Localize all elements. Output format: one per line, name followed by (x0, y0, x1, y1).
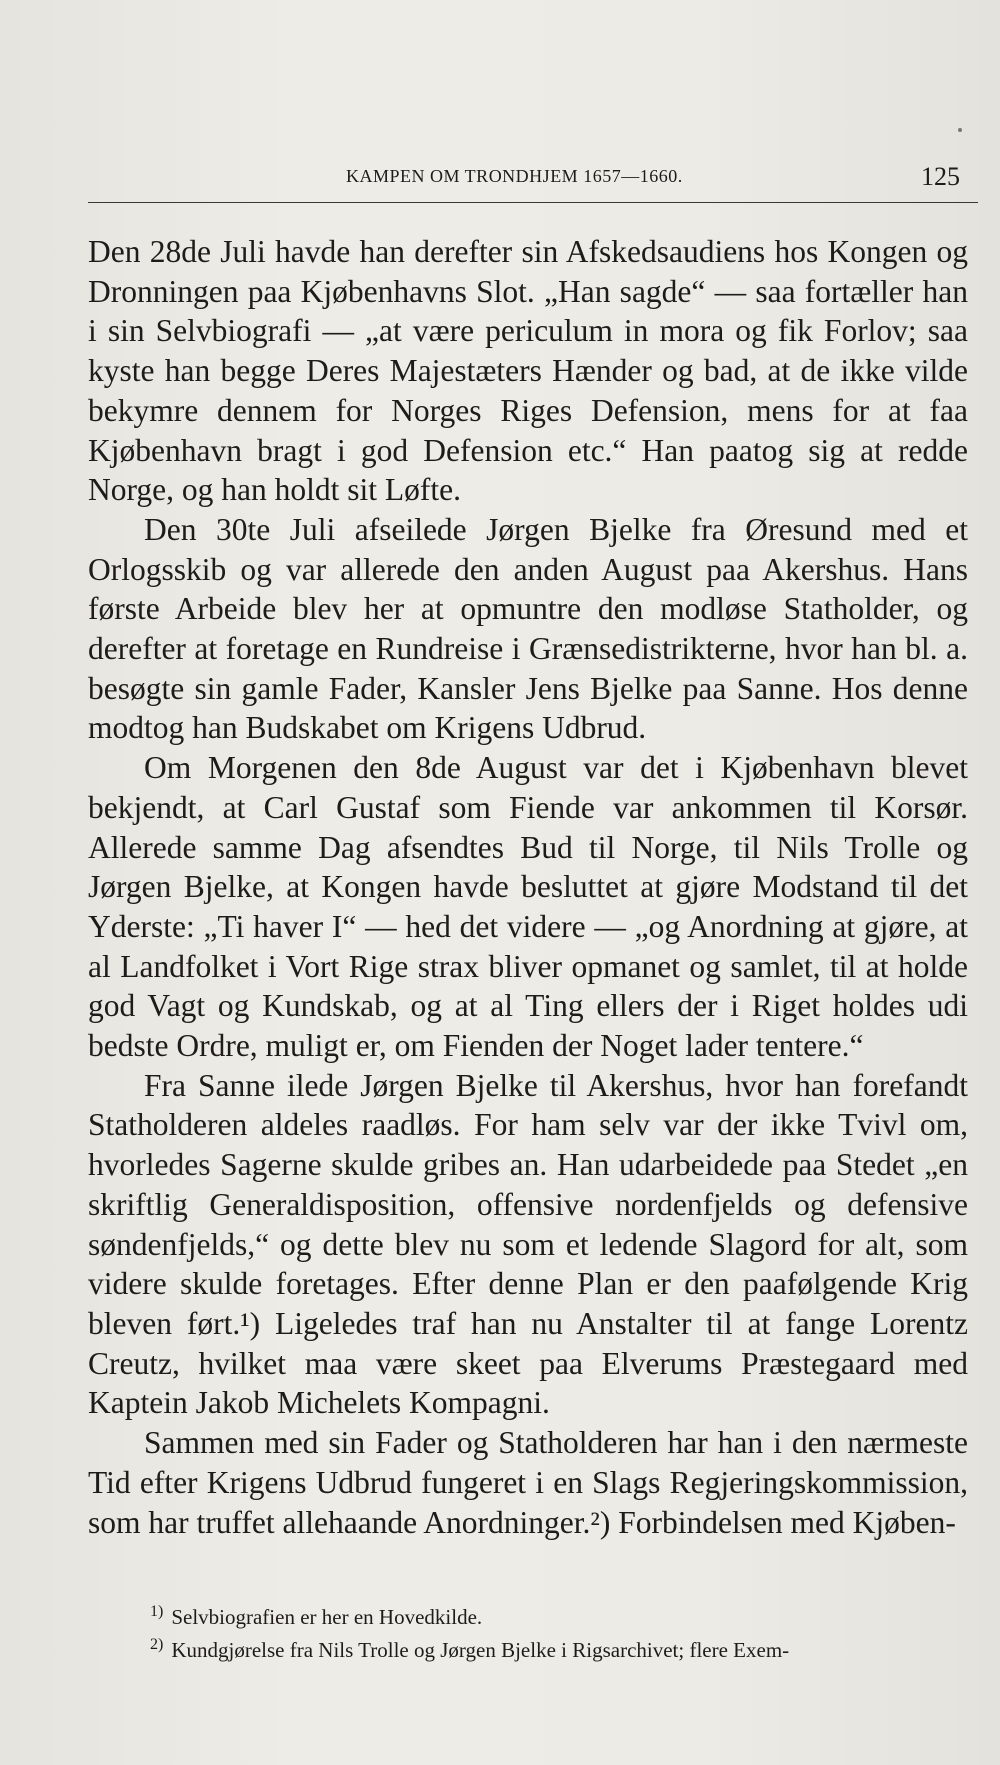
running-head: KAMPEN OM TRONDHJEM 1657—1660. (346, 166, 683, 186)
footnote-marker: 1) (150, 1603, 164, 1620)
paragraph: Sammen med sin Fader og Statholderen har han i den nærmeste Tid efter Krigens Udbrud fungeret i en Slags Regjeringskommission, som har truffet allehaande Anordninger.²) Forbindelsen med Kjøben- (88, 1425, 968, 1540)
paragraph: Den 30te Juli afseilede Jørgen Bjelke fra Øresund med et Orlogsskib og var allerede den anden August paa Akershus. Hans første Arbeide blev her at opmuntre den modløse Statholder, og derefter at foretage en Rundreise i Grænsedistrikterne, hvor han bl. a. besøgte sin gamle Fader, Kansler Jens Bjelke paa Sanne. Hos denne modtog han Budskabet om Krigens Udbrud. (88, 511, 968, 746)
paragraph: Den 28de Juli havde han derefter sin Afskedsaudiens hos Kongen og Dronningen paa Kjøbenhavns Slot. „Han sagde“ — saa fortæller han i sin Selvbiografi — „at være periculum in mora og fik Forlov; saa kyste han begge Deres Majestæters Hænder og bad, at de ikke vilde bekymre dennem for Norges Riges Defension, mens for at faa Kjøbenhavn bragt i god Defension etc.“ Han paatog sig at redde Norge, og han holdt sit Løfte. (88, 234, 968, 508)
footnote (150, 1598, 970, 1631)
footnotes (150, 1598, 970, 1664)
body-text (88, 232, 968, 1542)
footnote-text: Selvbiografien er her en Hovedkilde. (171, 1605, 483, 1629)
paragraph: Om Morgenen den 8de August var det i Kjøbenhavn blevet bekjendt, at Carl Gustaf som Fiende var ankommen til Korsør. Allerede samme Dag afsendtes Bud til Norge, til Nils Trolle og Jørgen Bjelke, at Kongen havde besluttet at gjøre Modstand til det Yderste: „Ti haver I“ — hed det videre — „og Anordning at gjøre, at al Landfolket i Vort Rige strax bliver opmanet og samlet, til at holde god Vagt og Kundskab, og at al Ting ellers der i Riget holdes udi bedste Ordre, muligt er, om Fienden der Noget lader tentere.“ (88, 750, 968, 1064)
page-header (88, 162, 978, 203)
footnote (150, 1631, 970, 1664)
footnote-marker: 2) (150, 1636, 164, 1653)
ink-speck (958, 128, 962, 132)
paragraph: Fra Sanne ilede Jørgen Bjelke til Akershus, hvor han forefandt Statholderen aldeles raadløs. For ham selv var der ikke Tvivl om, hvorledes Sagerne skulde gribes an. Han udarbeidede paa Stedet „en skriftlig Generaldisposition, offensive nordenfjelds og defensive søndenfjelds,“ og dette blev nu som et ledende Slagord for alt, som videre skulde foretages. Efter denne Plan er den paafølgende Krig bleven ført.¹) Ligeledes traf han nu Anstalter til at fange Lorentz Creutz, hvilket maa være skeet paa Elverums Præstegaard med Kaptein Jakob Michelets Kompagni. (88, 1067, 968, 1421)
footnote-text: Kundgjørelse fra Nils Trolle og Jørgen Bjelke i Rigsarchivet; flere Exem- (171, 1638, 790, 1662)
page-number: 125 (921, 162, 960, 191)
